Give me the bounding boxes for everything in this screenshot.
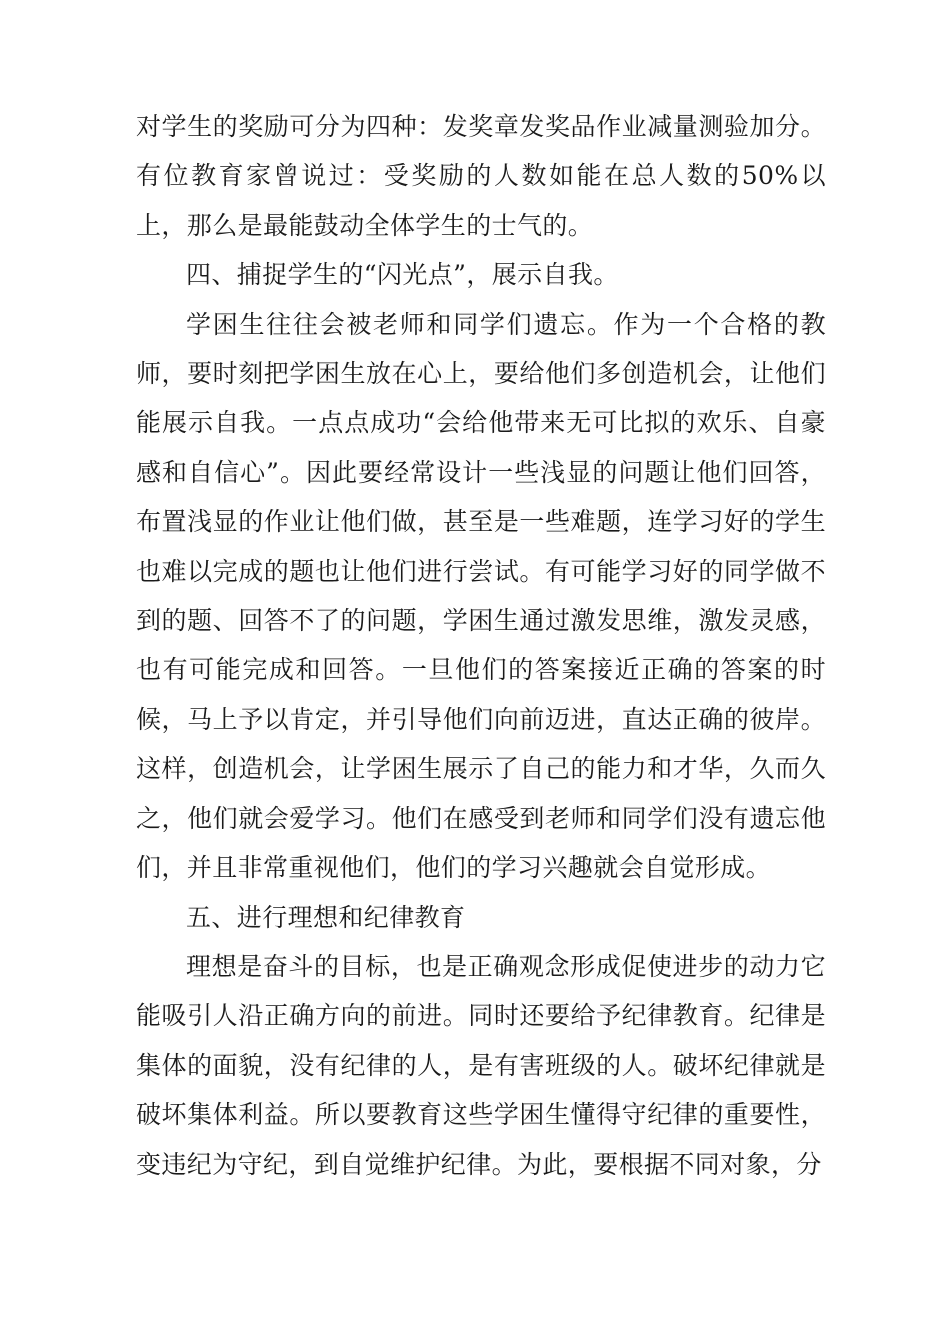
section-heading-4: 四、捕捉学生的“闪光点”，展示自我。 bbox=[186, 260, 619, 290]
paragraph-reward: 对学生的奖励可分为四种：发奖章发奖品作业减量测验加分。有位教育家曾说过：受奖励的人数如能在总人数的50%以上，那么是最能鼓动全体学生的士气的。 bbox=[136, 112, 826, 240]
section-heading-5: 五、进行理想和纪律教育 bbox=[186, 902, 466, 932]
paragraph-section-4: 学困生往往会被老师和同学们遗忘。作为一个合格的教师，要时刻把学困生放在心上，要给他们多创造机会，让他们能展示自我。一点点成功“会给他带来无可比拟的欢乐、自豪感和自信心”。因此要经常设计一些浅显的问题让他们回答，布置浅显的作业让他们做，甚至是一些难题，连学习好的学生也难以完成的题也让他们进行尝试。有可能学习好的同学做不到的题、回答不了的问题，学困生通过激发思维，激发灵感，也有可能完成和回答。一旦他们的答案接近正确的答案的时候，马上予以肯定，并引导他们向前迈进，直达正确的彼岸。这样，创造机会，让学困生展示了自己的能力和才华，久而久之，他们就会爱学习。他们在感受到老师和同学们没有遗忘他们，并且非常重视他们，他们的学习兴趣就会自觉形成。 bbox=[136, 309, 826, 883]
document-body bbox=[136, 102, 826, 1189]
paragraph-section-5: 理想是奋斗的目标，也是正确观念形成促使进步的动力它能吸引人沿正确方向的前进。同时还要给予纪律教育。纪律是集体的面貌，没有纪律的人，是有害班级的人。破坏纪律就是破坏集体利益。所以要教育这些学困生懂得守纪律的重要性，变违纪为守纪，到自觉维护纪律。为此，要根据不同对象，分 bbox=[136, 951, 826, 1179]
